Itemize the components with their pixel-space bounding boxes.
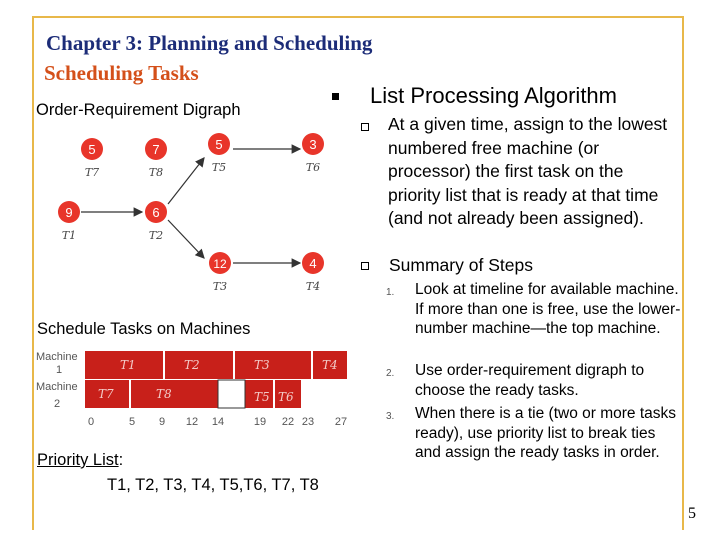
node-task: T3 <box>212 280 228 293</box>
node-duration: 5 <box>88 142 96 157</box>
heading-bullet-icon <box>332 93 339 100</box>
node-task: T5 <box>211 161 227 174</box>
step-text: Look at timeline for available machine. If more than one is free, use the lower-number machine—the top machine. <box>415 281 681 337</box>
machine1-task: T1 <box>120 358 136 372</box>
digraph-node <box>145 201 167 242</box>
time-tick: 9 <box>158 416 166 428</box>
chapter-title: Chapter 3: Planning and Scheduling <box>46 31 373 55</box>
machine2-task: T6 <box>278 390 294 404</box>
machine2-task: T7 <box>98 387 114 401</box>
machine1-task: T2 <box>184 358 200 372</box>
node-task: T6 <box>305 161 321 174</box>
digraph-node <box>209 252 231 293</box>
time-tick: 27 <box>334 416 348 428</box>
algorithm-heading: List Processing Algorithm <box>370 83 617 108</box>
node-task: T7 <box>84 166 100 179</box>
digraph-node <box>145 138 167 179</box>
hollow-square-bullet-icon <box>361 123 369 131</box>
digraph-node <box>208 133 230 174</box>
step-number: 2. <box>386 368 395 379</box>
priority-list-items: T1, T2, T3, T4, T5,T6, T7, T8 <box>107 476 319 494</box>
node-task: T8 <box>148 166 164 179</box>
node-duration: 5 <box>215 137 223 152</box>
priority-list-label: Priority List: <box>37 451 124 469</box>
digraph-node <box>302 252 324 293</box>
step-number: 3. <box>386 411 395 422</box>
algorithm-description: At a given time, assign to the lowest numbered free machine (or processor) the first task on the priority list that is ready at that time (and not already been assigned). <box>388 114 668 228</box>
machine-label: Machine <box>36 351 78 363</box>
digraph-node <box>81 138 103 179</box>
digraph-node <box>302 133 324 174</box>
time-tick: 19 <box>253 416 267 428</box>
machine-number: 2 <box>54 398 61 410</box>
time-tick: 22 <box>281 416 295 428</box>
node-duration: 4 <box>309 256 317 271</box>
time-tick: 12 <box>185 416 199 428</box>
node-task: T4 <box>305 280 321 293</box>
order-requirement-digraph <box>30 125 360 325</box>
schedule-label: Schedule Tasks on Machines <box>37 320 251 338</box>
step-number: 1. <box>386 287 395 298</box>
node-task: T2 <box>148 229 164 242</box>
frame-top-border <box>32 16 684 18</box>
node-duration: 6 <box>152 205 160 220</box>
machine1-task: T4 <box>322 358 338 372</box>
machine2-task: T5 <box>254 390 270 404</box>
node-duration: 9 <box>65 205 73 220</box>
time-tick: 5 <box>128 416 136 428</box>
time-tick: 23 <box>301 416 315 428</box>
machine-label: Machine <box>36 381 78 393</box>
hollow-square-bullet-icon <box>361 262 369 270</box>
node-task: T1 <box>61 229 77 242</box>
page-number: 5 <box>688 505 696 522</box>
node-duration: 3 <box>309 137 317 152</box>
summary-heading: Summary of Steps <box>389 255 533 275</box>
digraph-node <box>58 201 80 242</box>
node-duration: 7 <box>152 142 160 157</box>
machine1-task: T3 <box>254 358 270 372</box>
section-title: Scheduling Tasks <box>44 61 199 85</box>
machine-number: 1 <box>56 364 63 376</box>
time-tick: 0 <box>87 416 95 428</box>
digraph-label: Order-Requirement Digraph <box>36 101 241 119</box>
machine2-task: T8 <box>156 387 172 401</box>
machine-schedule <box>34 345 364 430</box>
time-tick: 14 <box>211 416 225 428</box>
step-text: When there is a tie (two or more tasks ready), use priority list to break ties and assign the ready tasks in order. <box>415 405 677 461</box>
step-text: Use order-requirement digraph to choose the ready tasks. <box>415 362 645 399</box>
node-duration: 12 <box>213 257 227 271</box>
